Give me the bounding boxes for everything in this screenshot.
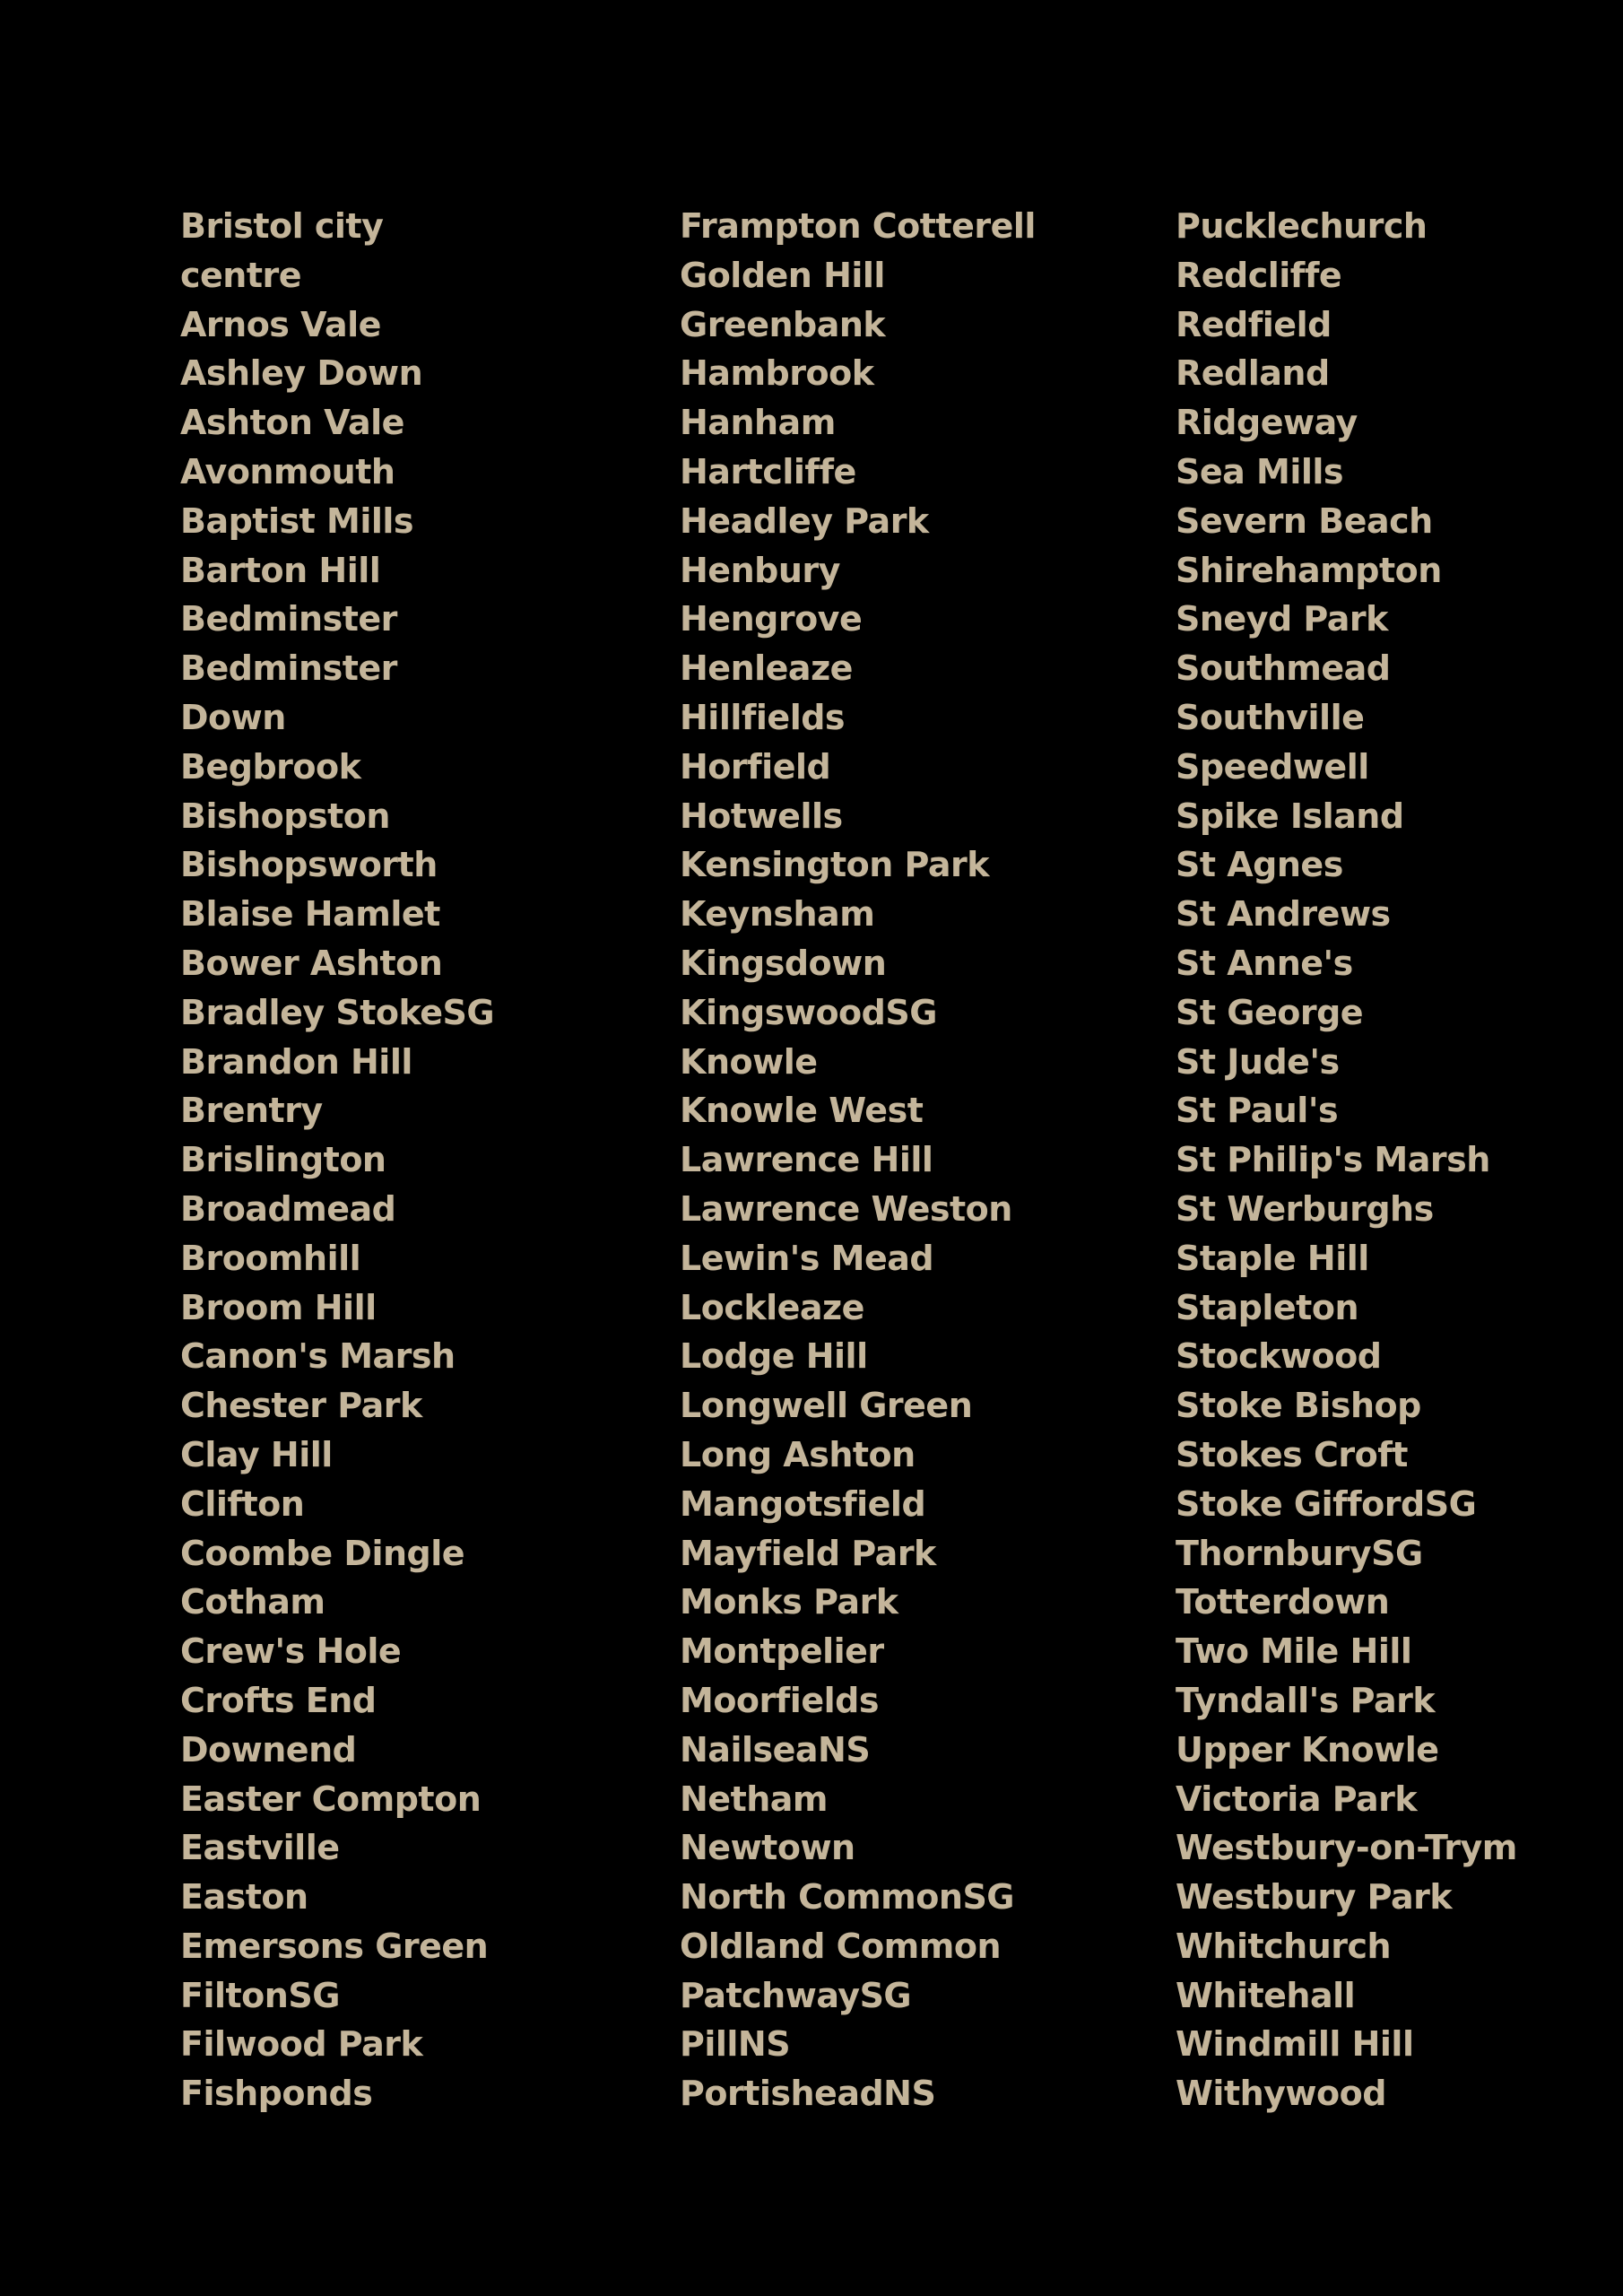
place-name: Redland	[1176, 353, 1330, 394]
place-name: ThornburySG	[1176, 1533, 1423, 1573]
place-name: Baptist Mills	[180, 500, 414, 541]
place-name: Cotham	[180, 1582, 325, 1622]
place-name: Mangotsfield	[680, 1483, 926, 1524]
place-name: Coombe Dingle	[180, 1533, 465, 1573]
place-name: PillNS	[680, 2024, 791, 2065]
place-name: Mayfield Park	[680, 1533, 936, 1573]
place-name: Filwood Park	[180, 2024, 423, 2065]
place-list-column-1	[180, 202, 647, 2118]
place-name: Whitehall	[1176, 1975, 1356, 2015]
place-name: Chester Park	[180, 1386, 422, 1426]
place-name: Severn Beach	[1176, 500, 1433, 541]
place-name: Kensington Park	[680, 845, 990, 885]
place-name: Westbury-on-Trym	[1176, 1828, 1517, 1868]
place-name: Broadmead	[180, 1188, 396, 1229]
place-name: Golden Hill	[680, 255, 885, 295]
place-name: Lockleaze	[680, 1287, 864, 1327]
place-name: KingswoodSG	[680, 992, 937, 1032]
place-name: Victoria Park	[1176, 1779, 1418, 1819]
place-name: Hengrove	[680, 599, 863, 639]
place-name: Henbury	[680, 550, 840, 590]
place-name: Ashley Down	[180, 353, 423, 394]
place-name: Eastville	[180, 1828, 340, 1868]
place-name: Stoke Bishop	[1176, 1386, 1421, 1426]
place-name: Pucklechurch	[1176, 206, 1428, 246]
place-name: St Jude's	[1176, 1041, 1340, 1082]
place-name: Headley Park	[680, 500, 929, 541]
place-name: NailseaNS	[680, 1729, 871, 1770]
place-name: Speedwell	[1176, 746, 1369, 787]
place-name: Clay Hill	[180, 1434, 333, 1474]
place-name: Bristol city	[180, 206, 384, 246]
place-name: Greenbank	[680, 304, 886, 344]
place-name: Brandon Hill	[180, 1041, 412, 1082]
place-name: St Andrews	[1176, 894, 1391, 935]
place-name: St Agnes	[1176, 845, 1343, 885]
place-name: Knowle	[680, 1041, 818, 1082]
place-name: Bower Ashton	[180, 943, 443, 983]
place-name: Newtown	[680, 1828, 855, 1868]
place-list-column-3	[1176, 202, 1606, 2118]
place-name: Hartcliffe	[680, 451, 856, 491]
place-name: Down	[180, 697, 286, 737]
place-name: Crew's Hole	[180, 1631, 402, 1672]
place-name: Clifton	[180, 1483, 305, 1524]
place-name: Bedminster	[180, 599, 397, 639]
place-name: Two Mile Hill	[1176, 1631, 1412, 1672]
place-name: Brentry	[180, 1091, 323, 1131]
place-name: Monks Park	[680, 1582, 898, 1622]
place-name: Blaise Hamlet	[180, 894, 440, 935]
place-name: Henleaze	[680, 648, 853, 689]
place-name: Keynsham	[680, 894, 875, 935]
place-name: Kingsdown	[680, 943, 887, 983]
place-name: Montpelier	[680, 1631, 884, 1672]
place-name: Spike Island	[1176, 796, 1404, 836]
place-name: Bradley StokeSG	[180, 992, 495, 1032]
place-name: St Werburghs	[1176, 1188, 1434, 1229]
place-name: Withywood	[1176, 2074, 1386, 2114]
place-name: PatchwaySG	[680, 1975, 912, 2015]
place-name: St Philip's Marsh	[1176, 1140, 1490, 1180]
place-name: Barton Hill	[180, 550, 381, 590]
place-name: Lawrence Weston	[680, 1188, 1012, 1229]
place-name: Knowle West	[680, 1091, 924, 1131]
place-name: Tyndall's Park	[1176, 1680, 1436, 1720]
place-name: PortisheadNS	[680, 2074, 936, 2114]
place-name: Sneyd Park	[1176, 599, 1388, 639]
place-name: Stapleton	[1176, 1287, 1358, 1327]
place-name: Canon's Marsh	[180, 1336, 456, 1377]
place-name: St Paul's	[1176, 1091, 1339, 1131]
place-name: Bishopston	[180, 796, 390, 836]
place-name: FiltonSG	[180, 1975, 340, 2015]
place-name: Bishopsworth	[180, 845, 438, 885]
place-name: Whitchurch	[1176, 1926, 1392, 1966]
place-name: Southville	[1176, 697, 1365, 737]
place-name: Fishponds	[180, 2074, 373, 2114]
place-name: Avonmouth	[180, 451, 395, 491]
place-name: Longwell Green	[680, 1386, 973, 1426]
place-name: Frampton Cotterell	[680, 206, 1036, 246]
place-name: Stokes Croft	[1176, 1434, 1408, 1474]
place-name: Broom Hill	[180, 1287, 377, 1327]
place-list-column-2	[680, 202, 1164, 2118]
place-name: Oldland Common	[680, 1926, 1002, 1966]
place-name: Lodge Hill	[680, 1336, 868, 1377]
place-name: Emersons Green	[180, 1926, 489, 1966]
place-name: Arnos Vale	[180, 304, 381, 344]
place-name: Shirehampton	[1176, 550, 1442, 590]
place-name: Sea Mills	[1176, 451, 1344, 491]
place-name: St George	[1176, 992, 1364, 1032]
place-name: Bedminster	[180, 648, 397, 689]
place-name: Redcliffe	[1176, 255, 1342, 295]
place-name: Broomhill	[180, 1238, 361, 1278]
place-name: Stoke GiffordSG	[1176, 1483, 1477, 1524]
place-name: Southmead	[1176, 648, 1391, 689]
place-name: Lawrence Hill	[680, 1140, 933, 1180]
place-name: Easter Compton	[180, 1779, 482, 1819]
place-name: Westbury Park	[1176, 1877, 1453, 1918]
place-name: Hanham	[680, 403, 836, 443]
place-name: Netham	[680, 1779, 829, 1819]
place-name: Hotwells	[680, 796, 843, 836]
place-name: Brislington	[180, 1140, 386, 1180]
place-name: North CommonSG	[680, 1877, 1014, 1918]
place-name: Crofts End	[180, 1680, 377, 1720]
place-name: Easton	[180, 1877, 308, 1918]
place-name: Windmill Hill	[1176, 2024, 1414, 2065]
place-name: Ridgeway	[1176, 403, 1358, 443]
place-name: Stockwood	[1176, 1336, 1382, 1377]
place-name: Horfield	[680, 746, 831, 787]
place-name: Long Ashton	[680, 1434, 916, 1474]
place-name: Ashton Vale	[180, 403, 404, 443]
place-name: Staple Hill	[1176, 1238, 1369, 1278]
place-name: Downend	[180, 1729, 357, 1770]
place-name: Redfield	[1176, 304, 1332, 344]
place-name: Moorfields	[680, 1680, 879, 1720]
place-name: Begbrook	[180, 746, 361, 787]
place-name: Hambrook	[680, 353, 874, 394]
place-name: centre	[180, 255, 302, 295]
place-name: Upper Knowle	[1176, 1729, 1439, 1770]
place-name: Totterdown	[1176, 1582, 1390, 1622]
place-name: Lewin's Mead	[680, 1238, 934, 1278]
place-name: Hillfields	[680, 697, 846, 737]
place-name: St Anne's	[1176, 943, 1353, 983]
